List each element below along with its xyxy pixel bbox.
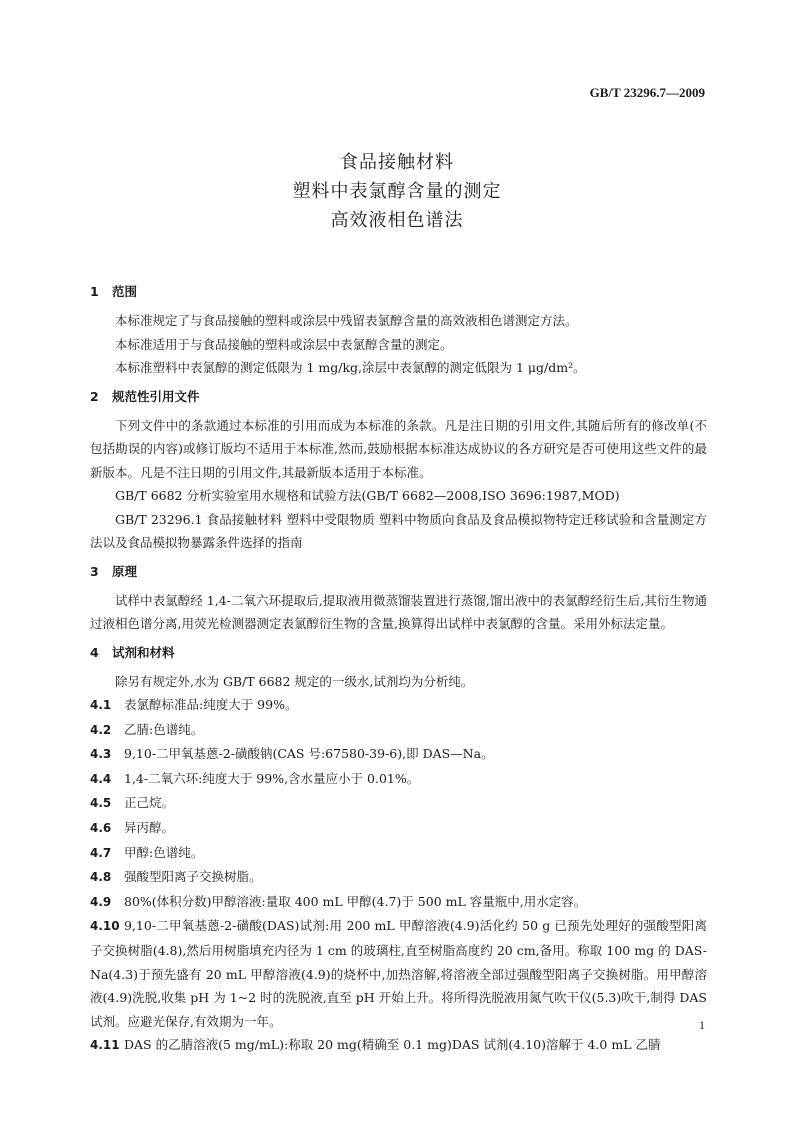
list-item — [90, 841, 707, 866]
list-item — [90, 914, 707, 1033]
item-text: 9,10-二甲氧基蒽-2-磺酸钠(CAS 号:67580-39-6),即 DAS—Na。 — [124, 746, 494, 762]
item-number: 4.2 — [90, 722, 112, 737]
section-number: 1 — [90, 284, 99, 299]
section-heading-reagents — [90, 642, 707, 664]
item-text: 9,10-二甲氧基蒽-2-磺酸(DAS)试剂:用 200 mL 甲醇溶液(4.9)活化约 50 g 已预先处理好的强酸型阳离子交换树脂(4.8),然后用树脂填充内径为 1 cm 的玻璃柱,直至树脂高度约 20 cm,备用。称取 100 mg 的 DAS-Na(4.3)于预先盛有 20 mL 甲醇溶液(4.9)的烧杯中,加热溶解,将溶液全部过强酸型阳离子交换树脂。用甲醇溶液(4.9)洗脱,收集 pH 为 1~2 时的洗脱液,直至 pH 开始上升。将所得洗脱液用氮气吹干仪(5.3)吹干,制得 DAS 试剂。应避光保存,有效期为一年。 — [90, 918, 707, 1029]
paragraph: 本标准塑料中表氯醇的测定低限为 1 mg/kg,涂层中表氯醇的测定低限为 1 μg/dm²。 — [115, 360, 586, 375]
item-text: 表氯醇标准品:纯度大于 99%。 — [124, 697, 298, 712]
paragraph: 本标准规定了与食品接触的塑料或涂层中残留表氯醇含量的高效液相色谱测定方法。 — [115, 313, 578, 328]
item-number: 4.5 — [90, 796, 112, 811]
item-number: 4.10 — [90, 919, 120, 934]
list-item — [90, 791, 707, 816]
item-text: 异丙醇。 — [124, 819, 175, 835]
item-text: 1,4-二氧六环:纯度大于 99%,含水量应小于 0.01%。 — [124, 770, 420, 786]
section-title: 范围 — [112, 284, 138, 299]
section-number: 4 — [90, 644, 99, 660]
item-number: 4.6 — [90, 820, 112, 835]
list-item — [90, 767, 707, 792]
list-item — [90, 718, 707, 743]
section-number: 3 — [90, 563, 99, 579]
item-number: 4.7 — [90, 845, 112, 860]
item-number: 4.8 — [90, 870, 112, 885]
reference-entry: GB/T 23296.1 食品接触材料 塑料中受限物质 塑料中物质向食品及食品模拟物特定迁移试验和含量测定方法以及食品模拟物暴露条件选择的指南 — [90, 511, 707, 550]
paragraph: 试样中表氯醇经 1,4-二氧六环提取后,提取液用微蒸馏装置进行蒸馏,馏出液中的表氯醇经衍生后,其衍生物通过液相色谱分离,用荧光检测器测定表氯醇衍生物的含量,换算得出试样中表氯醇的含量。采用外标法定量。 — [90, 592, 707, 631]
list-item — [90, 1033, 707, 1058]
section-heading-scope — [90, 281, 707, 303]
document-title — [0, 148, 794, 235]
item-number: 4.3 — [90, 747, 112, 762]
section-heading-principle — [90, 561, 707, 583]
page-number: 1 — [699, 1018, 705, 1032]
item-number: 4.9 — [90, 894, 112, 909]
section-title: 试剂和材料 — [112, 644, 175, 660]
item-text: 80%(体积分数)甲醇溶液:量取 400 mL 甲醇(4.7)于 500 mL 容量瓶中,用水定容。 — [124, 893, 587, 909]
item-number: 4.11 — [90, 1038, 120, 1053]
title-line-2: 塑料中表氯醇含量的测定 — [292, 181, 502, 202]
item-text: 强酸型阳离子交换树脂。 — [124, 869, 262, 885]
paragraph: 除另有规定外,水为 GB/T 6682 规定的一级水,试剂均为分析纯。 — [115, 673, 474, 689]
standard-code: GB/T 23296.7—2009 — [589, 85, 705, 100]
item-text: DAS 的乙腈溶液(5 mg/mL):称取 20 mg(精确至 0.1 mg)DAS 试剂(4.10)溶解于 4.0 mL 乙腈 — [124, 1037, 661, 1053]
item-text: 甲醇:色谱纯。 — [124, 844, 204, 860]
list-item — [90, 693, 707, 718]
item-text: 正己烷。 — [124, 795, 175, 811]
reference-entry: GB/T 6682 分析实验室用水规格和试验方法(GB/T 6682—2008,ISO 3696:1987,MOD) — [115, 488, 620, 503]
item-number: 4.1 — [90, 698, 112, 712]
title-line-3: 高效液相色谱法 — [330, 210, 464, 231]
list-item — [90, 816, 707, 841]
list-item — [90, 890, 707, 915]
paragraph: 本标准适用于与食品接触的塑料或涂层中表氯醇含量的测定。 — [115, 336, 453, 352]
section-title: 规范性引用文件 — [112, 388, 200, 404]
document-body — [90, 275, 707, 1058]
list-item — [90, 865, 707, 890]
item-text: 乙腈:色谱纯。 — [124, 721, 204, 737]
title-line-1: 食品接触材料 — [340, 152, 454, 173]
paragraph: 下列文件中的条款通过本标准的引用而成为本标准的条款。凡是注日期的引用文件,其随后所有的修改单(不包括勘误的内容)或修订版均不适用于本标准,然而,鼓励根据本标准达成协议的各方研究是否可使用这些文件的最新版本。凡是不注日期的引用文件,其最新版本适用于本标准。 — [90, 417, 707, 480]
section-title: 原理 — [112, 563, 138, 579]
item-number: 4.4 — [90, 771, 112, 786]
section-heading-normative-references — [90, 386, 707, 408]
section-number: 2 — [90, 388, 99, 404]
list-item — [90, 742, 707, 767]
